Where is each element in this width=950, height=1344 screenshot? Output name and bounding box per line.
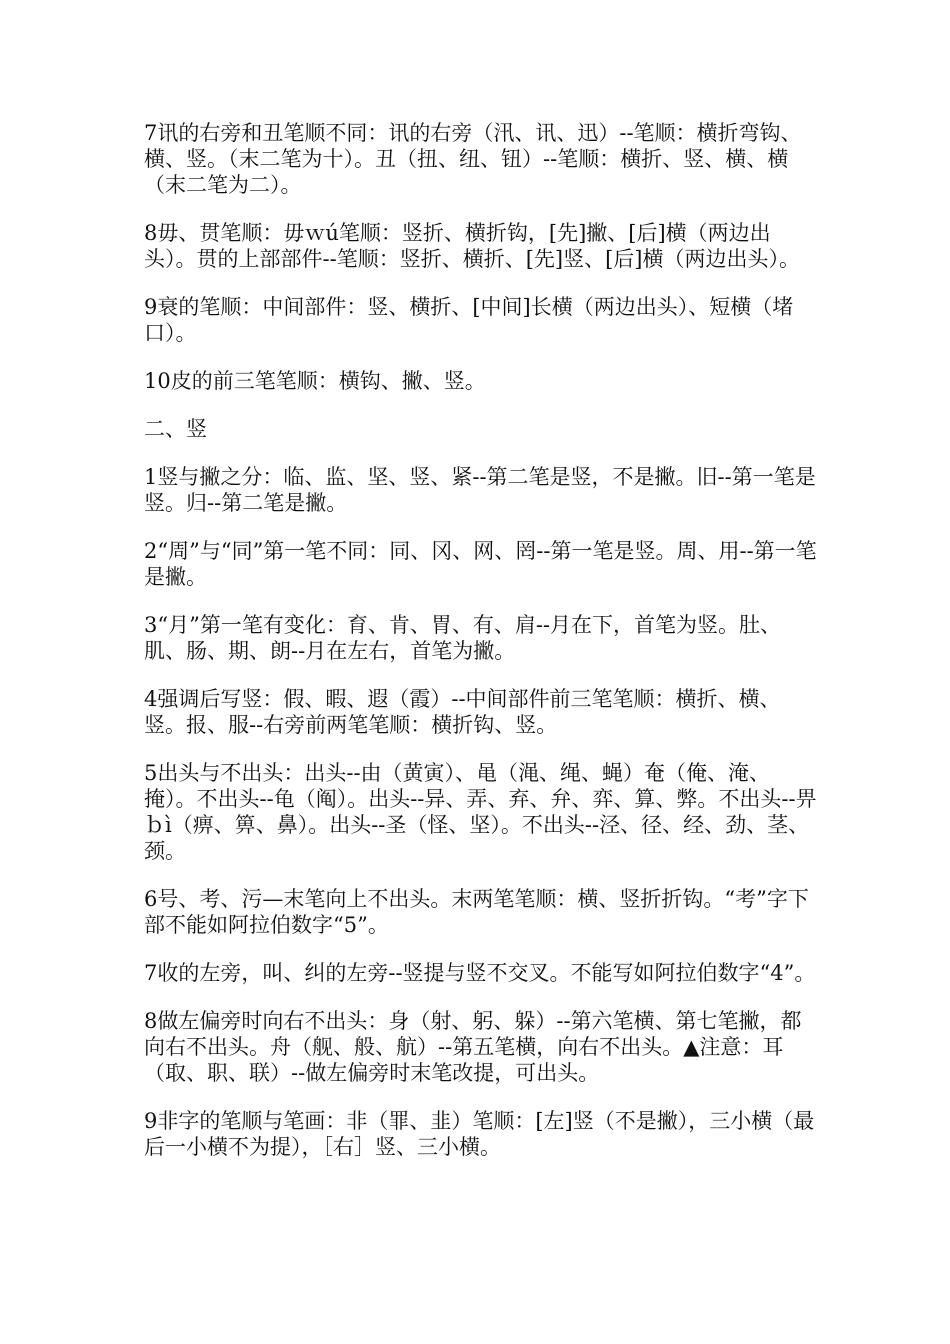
paragraph-7-xun-chou: 7讯的右旁和丑笔顺不同：讯的右旁（汛、讯、迅）--笔顺：横折弯钩、横、竖。（末二笔为十）。丑（扭、纽、钮）--笔顺：横折、竖、横、横（末二笔为二）。: [144, 121, 802, 197]
section-heading-shu: 二、竖: [144, 417, 207, 441]
paragraph-8-zuo-pian-pang: 8做左偏旁时向右不出头：身（射、躬、躲）--第六笔横、第七笔撇，都向右不出头。舟（舰、般、航）--第五笔横，向右不出头。▲注意：耳（取、职、联）--做左偏旁时末笔改提，可出头。: [144, 1009, 802, 1085]
paragraph-8-wu-guan: 8毋、贯笔顺：毋ｗú笔顺：竖折、横折钩，[先]撇、[后]横（两边出头）。贯的上部部件--笔顺：竖折、横折、[先]竖、[后]横（两边出头）。: [144, 221, 800, 271]
paragraph-9-fei: 9非字的笔顺与笔画：非（罪、韭）笔顺：[左]竖（不是撇），三小横（最后一小横不为提），［右］竖、三小横。: [144, 1109, 815, 1159]
paragraph-1-shu-pie: 1竖与撇之分：临、监、坚、竖、紧--第二笔是竖，不是撇。旧--第一笔是竖。归--第二笔是撇。: [144, 465, 816, 515]
paragraph-7-shou-jiao-jiu: 7收的左旁，叫、纠的左旁--竖提与竖不交叉。不能写如阿拉伯数字“4”。: [144, 961, 816, 985]
paragraph-6-hao-kao-wu: 6号、考、污—末笔向上不出头。末两笔笔顺：横、竖折折钩。“考”字下部不能如阿拉伯数字“5”。: [144, 887, 809, 937]
paragraph-3-yue: 3“月”第一笔有变化：育、肯、胃、有、肩--月在下，首笔为竖。肚、肌、肠、期、朗--月在左右，首笔为撇。: [144, 613, 782, 663]
document-body: [144, 120, 819, 1182]
paragraph-9-shuai: 9衰的笔顺：中间部件：竖、横折、[中间]长横（两边出头）、短横（堵口）。: [144, 295, 794, 345]
paragraph-4-hou-xie-shu: 4强调后写竖：假、暇、遐（霞）--中间部件前三笔笔顺：横折、横、竖。报、服--右旁前两笔笔顺：横折钩、竖。: [144, 687, 781, 737]
paragraph-10-pi: 10皮的前三笔笔顺：横钩、撇、竖。: [144, 369, 486, 393]
paragraph-2-zhou-tong: 2“周”与“同”第一笔不同：同、冈、网、罔--第一笔是竖。周、用--第一笔是撇。: [144, 539, 817, 589]
paragraph-5-chu-tou: 5出头与不出头：出头--由（黄寅）、黾（渑、绳、蝇）奄（俺、淹、掩）。不出头--龟（阄）。出头--异、弄、弃、弁、弈、算、弊。不出头--畀ｂì（痹、箅、鼻）。出头--圣（怪、坚）。不出头--泾、径、经、劲、茎、颈。: [144, 761, 817, 863]
